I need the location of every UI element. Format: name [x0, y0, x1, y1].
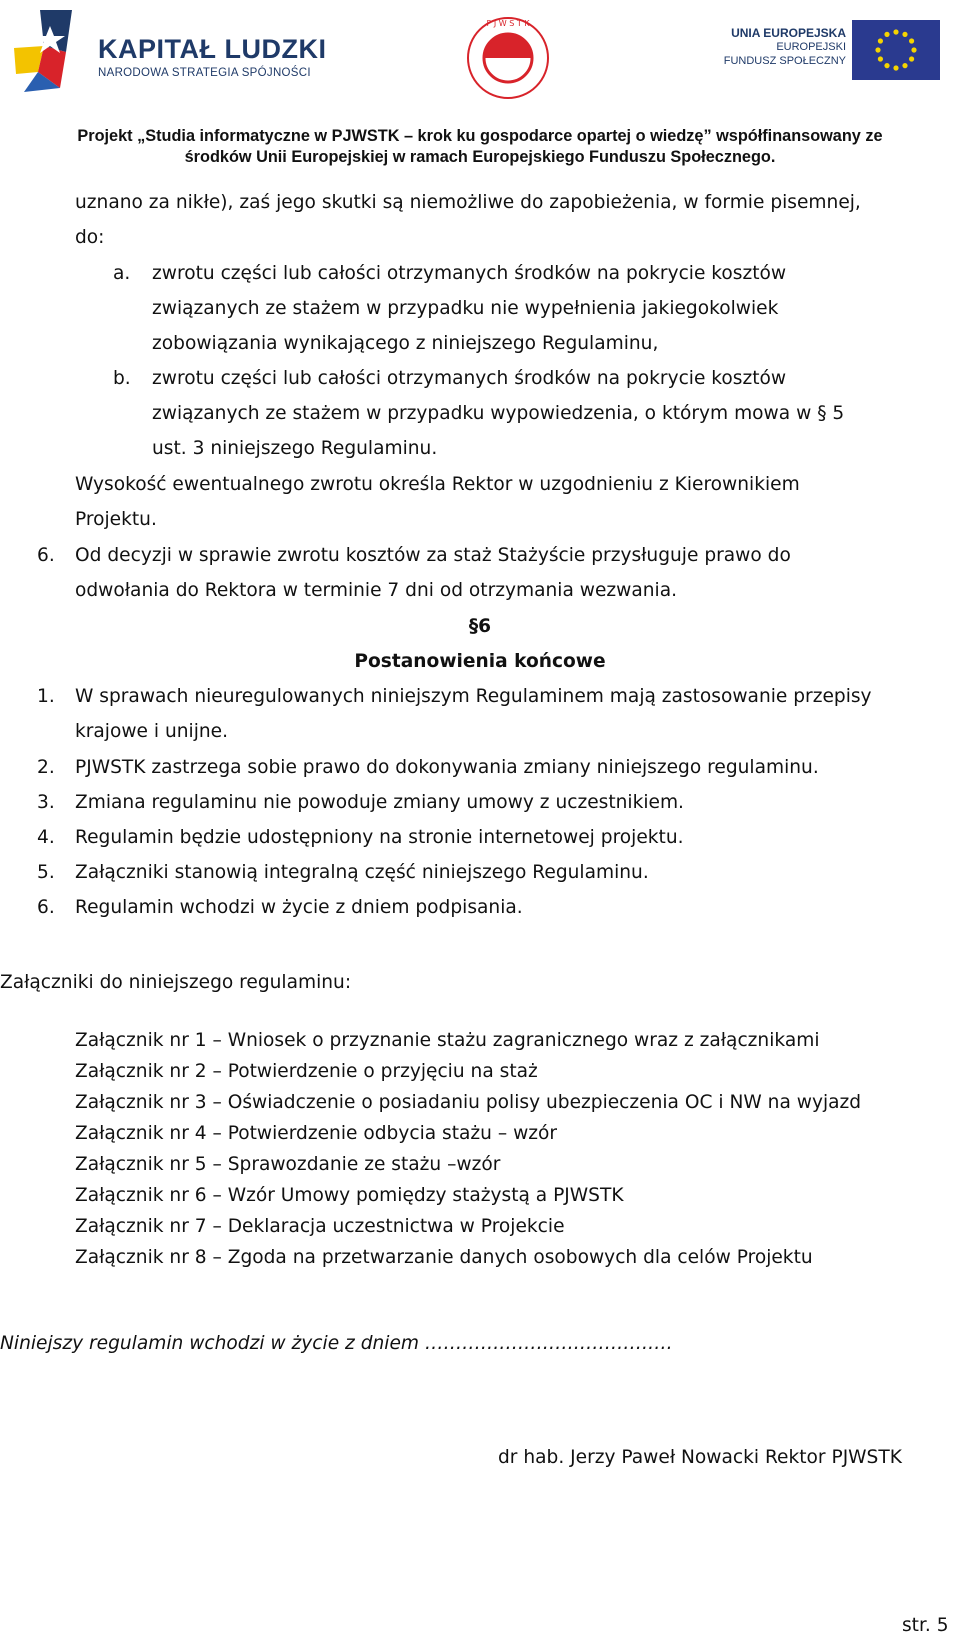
list-b-line2: związanych ze stażem w przypadku wypowiedzenia, o którym mowa w § 5	[152, 403, 845, 424]
point-6-line1: Od decyzji w sprawie zwrotu kosztów za staż Stażyście przysługuje prawo do	[75, 545, 791, 566]
annex-item: Załącznik nr 6 – Wzór Umowy pomiędzy stażystą a PJWSTK	[75, 1185, 624, 1206]
final-item-number: 6.	[37, 897, 55, 918]
final-item-text: PJWSTK zastrzega sobie prawo do dokonywania zmiany niniejszego regulaminu.	[75, 757, 819, 778]
final-item-number: 1.	[37, 686, 55, 707]
annexes-heading: Załączniki do niniejszego regulaminu:	[0, 972, 352, 993]
kl-subtitle: NARODOWA STRATEGIA SPÓJNOŚCI	[98, 67, 311, 79]
point-6-number: 6.	[37, 545, 55, 566]
header-logos	[0, 0, 960, 120]
continuation-line1: uznano za nikłe), zaś jego skutki są niemożliwe do zapobieżenia, w formie pisemnej,	[75, 192, 861, 213]
list-a-line3: zobowiązania wynikającego z niniejszego Regulaminu,	[152, 333, 659, 354]
project-line2: środków Unii Europejskiej w ramach Europejskiego Funduszu Społecznego.	[184, 148, 776, 166]
list-marker-a: a.	[113, 263, 131, 284]
eu-line1: UNIA EUROPEJSKA	[731, 26, 846, 40]
annex-item: Załącznik nr 7 – Deklaracja uczestnictwa w Projekcie	[75, 1216, 565, 1237]
pjwstk-icon	[462, 14, 554, 106]
refund-line2: Projektu.	[75, 509, 157, 530]
eu-logo	[700, 20, 950, 84]
final-item-text: Zmiana regulaminu nie powoduje zmiany umowy z uczestnikiem.	[75, 792, 684, 813]
final-item-number: 2.	[37, 757, 55, 778]
eu-flag-icon	[852, 20, 940, 80]
kl-title: KAPITAŁ LUDZKI	[98, 34, 327, 64]
eu-line3: FUNDUSZ SPOŁECZNY	[723, 55, 846, 67]
final-item-number: 5.	[37, 862, 55, 883]
effective-date: Niniejszy regulamin wchodzi w życie z dniem ………………………………….	[0, 1333, 673, 1354]
final-item-text: Regulamin wchodzi w życie z dniem podpisania.	[75, 897, 523, 918]
section-title: Postanowienia końcowe	[354, 651, 606, 672]
section-symbol: §6	[468, 616, 492, 637]
page-number: str. 5	[902, 1615, 949, 1636]
final-item-text: W sprawach nieuregulowanych niniejszym Regulaminem mają zastosowanie przepisy	[75, 686, 872, 707]
annex-item: Załącznik nr 2 – Potwierdzenie o przyjęciu na staż	[75, 1061, 538, 1082]
project-line1: Projekt „Studia informatyczne w PJWSTK – krok ku gospodarce opartej o wiedzę” współfinansowany ze	[77, 127, 883, 145]
kapital-ludzki-logo	[10, 8, 340, 98]
project-header	[0, 126, 960, 168]
final-item-number: 3.	[37, 792, 55, 813]
final-item-number: 4.	[37, 827, 55, 848]
continuation-line2: do:	[75, 227, 105, 248]
kapital-ludzki-icon	[10, 8, 96, 94]
annex-item: Załącznik nr 4 – Potwierdzenie odbycia stażu – wzór	[75, 1123, 558, 1144]
annex-item: Załącznik nr 3 – Oświadczenie o posiadaniu polisy ubezpieczenia OC i NW na wyjazd	[75, 1092, 862, 1113]
pjwstk-logo	[462, 14, 554, 106]
annex-item: Załącznik nr 5 – Sprawozdanie ze stażu –wzór	[75, 1154, 501, 1175]
list-a-line2: związanych ze stażem w przypadku nie wypełnienia jakiegokolwiek	[152, 298, 779, 319]
list-a-line1: zwrotu części lub całości otrzymanych środków na pokrycie kosztów	[152, 263, 787, 284]
final-item-text-cont: krajowe i unijne.	[75, 721, 229, 742]
point-6-line2: odwołania do Rektora w terminie 7 dni od otrzymania wezwania.	[75, 580, 678, 601]
list-b-line1: zwrotu części lub całości otrzymanych środków na pokrycie kosztów	[152, 368, 787, 389]
eu-line2: EUROPEJSKI	[776, 41, 846, 53]
annex-item: Załącznik nr 1 – Wniosek o przyznanie stażu zagranicznego wraz z załącznikami	[75, 1030, 820, 1051]
list-b-line3: ust. 3 niniejszego Regulaminu.	[152, 438, 438, 459]
signature: dr hab. Jerzy Paweł Nowacki Rektor PJWSTK	[498, 1447, 902, 1468]
final-item-text: Regulamin będzie udostępniony na stronie internetowej projektu.	[75, 827, 684, 848]
refund-line1: Wysokość ewentualnego zwrotu określa Rektor w uzgodnieniu z Kierownikiem	[75, 474, 800, 495]
list-marker-b: b.	[113, 368, 131, 389]
svg-text:P J W S T K: P J W S T K	[486, 19, 530, 28]
final-item-text: Załączniki stanowią integralną część niniejszego Regulaminu.	[75, 862, 649, 883]
annex-item: Załącznik nr 8 – Zgoda na przetwarzanie danych osobowych dla celów Projektu	[75, 1247, 813, 1268]
